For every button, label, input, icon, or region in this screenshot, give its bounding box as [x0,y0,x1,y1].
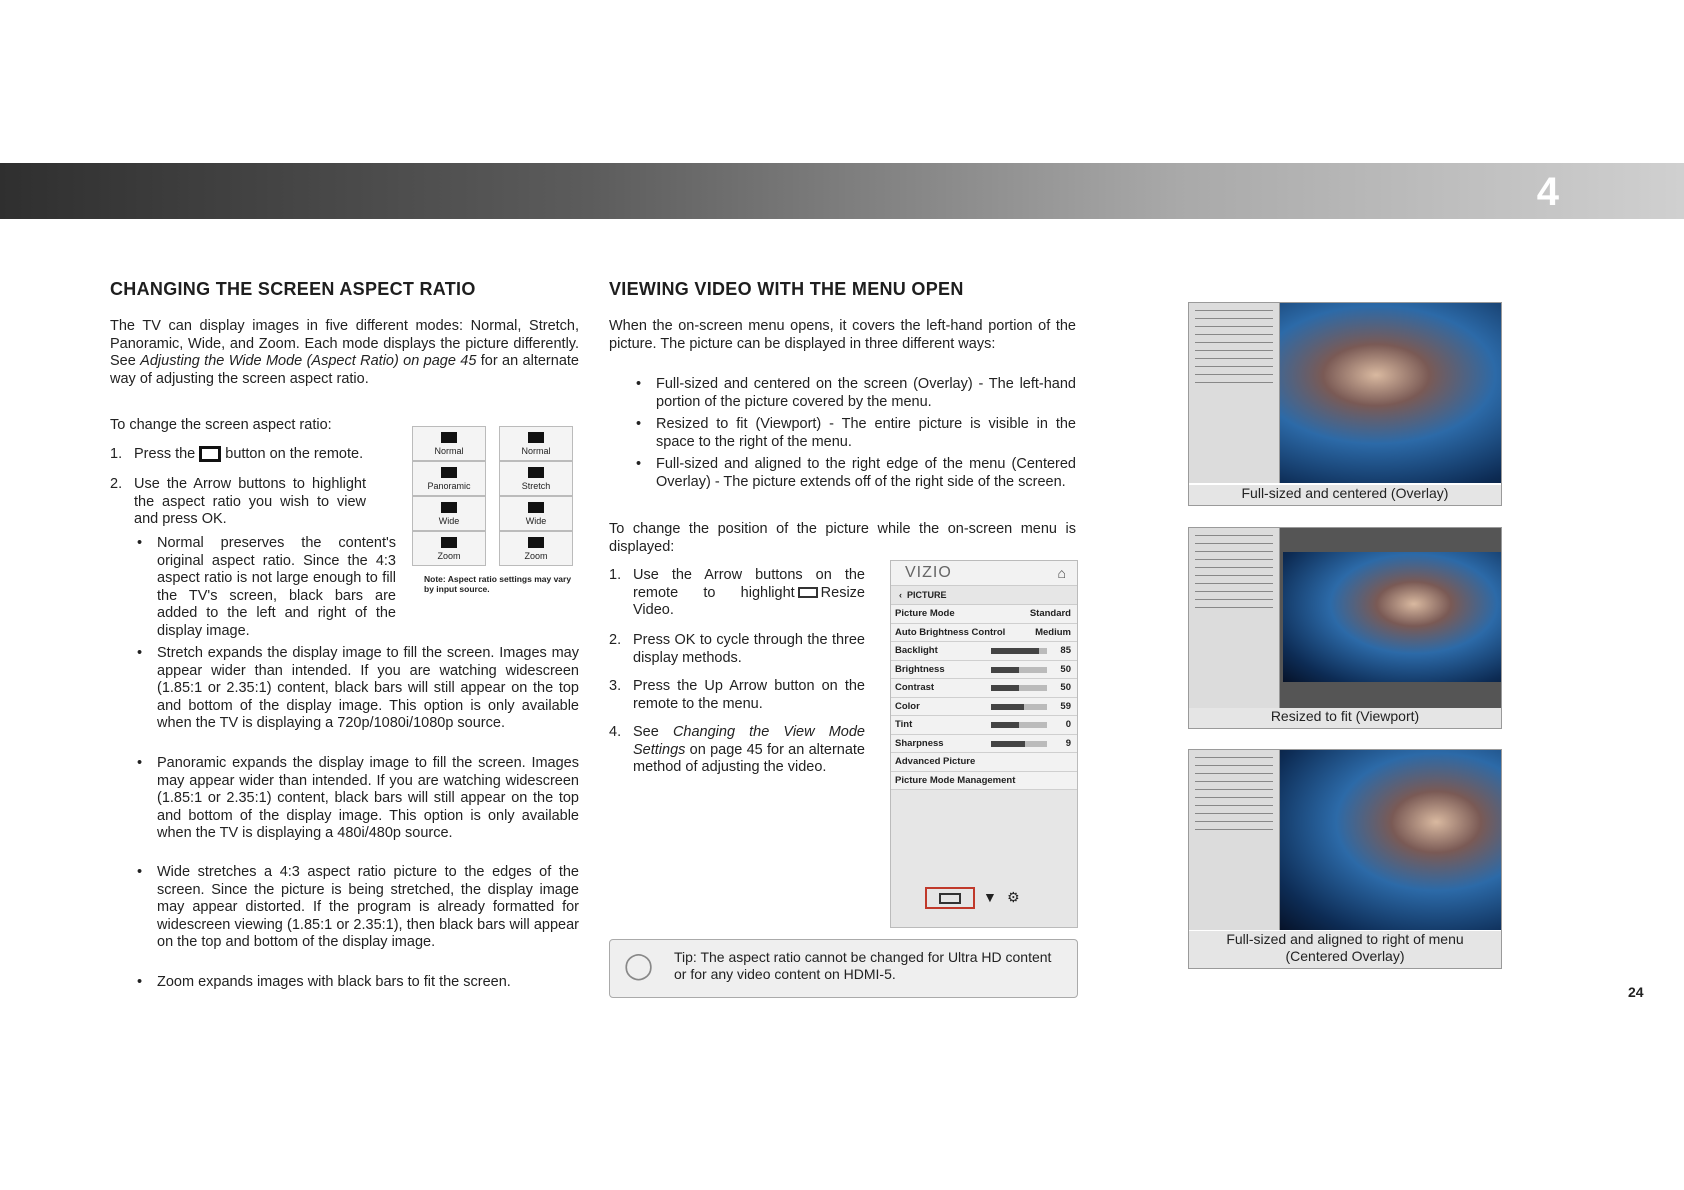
menu-step-3: 3. Press the Up Arrow button on the remote to the menu. [609,678,865,712]
menu-slider-fill [991,667,1019,673]
menu-row[interactable]: Backlight 85 [891,642,1077,661]
menu-thumbnail [1189,303,1280,483]
menu-slider [991,704,1047,710]
aspect-option: Normal [499,426,573,461]
screenshot-caption: Resized to fit (Viewport) [1189,708,1501,728]
menu-slider [991,648,1047,654]
menu-row[interactable]: Sharpness 9 [891,735,1077,754]
menu-row[interactable]: Color 59 [891,698,1077,717]
menu-row[interactable]: Tint 0 [891,716,1077,735]
menu-intro: When the on-screen menu opens, it covers the left-hand portion of the picture. The picture can be displayed in three different ways: [609,318,1076,352]
bullet-centered-overlay: • Full-sized and aligned to the right edge of the menu (Centered Overlay) - The picture extends off of the right side of the screen. [636,456,1076,490]
chapter-banner [0,163,1684,219]
aspect-zoom-icon [528,537,544,548]
aspect-button-icon [199,446,221,462]
chapter-number: 4 [1536,170,1559,214]
menu-step-1: 1. Use the Arrow buttons on the remote to highlight Resize Video. [609,567,865,618]
input-icon: ▼ [983,889,997,905]
menu-breadcrumb: ‹ PICTURE [891,586,1077,605]
bullet-stretch: • Stretch expands the display image to fill the screen. Images may appear wider than intended. If you are watching widescreen (1.85:1 or 2.35:1) content, black bars will still appear on the top and bottom of the display image. This option is only available when the TV is displaying a 720p/1080i/1080p source. [137,645,579,731]
aspect-stretch-icon [528,467,544,478]
aspect-option: Zoom [499,531,573,566]
bullet-zoom: • Zoom expands images with black bars to fit the screen. [137,974,511,990]
aspect-wide-icon [441,502,457,513]
menu-row[interactable]: Brightness 50 [891,661,1077,680]
section-heading-menu-open: VIEWING VIDEO WITH THE MENU OPEN [609,279,964,299]
aspect-option: Wide [499,496,573,531]
menu-slider [991,741,1047,747]
screenshot-caption: Full-sized and aligned to right of menu (Centered Overlay) [1189,931,1501,968]
settings-icon: ⚙ [1007,889,1020,905]
menu-step-2: 2. Press OK to cycle through the three display methods. [609,632,865,666]
aspect-panoramic-icon [441,467,457,478]
bullet-panoramic: • Panoramic expands the display image to fill the screen. Images may appear wider than intended. If you are watching widescreen (1.85:1 or 2.35:1) content, black bars will still appear on the top and bottom of the display image. This option is only available when the TV is displaying a 480i/480p source. [137,755,579,841]
bullet-overlay: • Full-sized and centered on the screen (Overlay) - The left-hand portion of the picture covered by the menu. [636,376,1076,410]
menu-step-4: 4. See Changing the View Mode Settings on page 45 for an alternate method of adjusting the video. [609,724,865,775]
aspect-wide-icon [528,502,544,513]
menu-lead: To change the position of the picture while the on-screen menu is displayed: [609,521,1076,555]
menu-brand: VIZIO ⌂ [891,561,1077,586]
view-mode-link[interactable]: Changing the View Mode Settings [633,724,865,758]
menu-slider [991,722,1047,728]
aspect-note: Note: Aspect ratio settings may vary by input source. [424,574,572,594]
menu-slider-fill [991,648,1039,654]
screenshot-viewport [1188,527,1502,729]
tip-text: Tip: The aspect ratio cannot be changed for Ultra HD content or for any video content on HDMI-5. [674,949,1052,982]
tv-picture-menu [890,560,1078,928]
home-icon: ⌂ [1057,565,1067,581]
section-heading-aspect-ratio: CHANGING THE SCREEN ASPECT RATIO [110,279,476,299]
menu-thumbnail [1189,750,1280,930]
menu-row[interactable]: Picture Mode Management [891,772,1077,791]
menu-slider [991,667,1047,673]
menu-row[interactable]: Picture Mode Standard [891,605,1077,624]
resize-video-icon [939,893,961,904]
menu-row[interactable]: Contrast 50 [891,679,1077,698]
screenshot-centered-overlay [1188,749,1502,969]
aspect-option: Zoom [412,531,486,566]
aspect-step-2: 2. Use the Arrow buttons to highlight the aspect ratio you wish to view and press OK. [110,476,366,527]
menu-bottom-bar [925,887,1045,909]
menu-row[interactable]: Advanced Picture [891,753,1077,772]
menu-slider-fill [991,704,1024,710]
page-number: 24 [1628,984,1644,1000]
lightbulb-icon: ◯ [624,950,654,980]
aspect-intro: The TV can display images in five different modes: Normal, Stretch, Panoramic, Wide, and Zoom. Each mode displays the picture differently. See Adjusting the Wide Mode (Aspect Ratio) on page 45 for an alternate way of adjusting the screen aspect ratio. [110,318,579,387]
aspect-lead: To change the screen aspect ratio: [110,417,332,433]
bullet-normal: • Normal preserves the content's original aspect ratio. Since the 4:3 aspect ratio is not large enough to fill the TV's screen, black bars are added to the left and right of the display image. [137,535,396,639]
bullet-wide: • Wide stretches a 4:3 aspect ratio picture to the edges of the screen. Since the picture is being stretched, the display image may appear distorted. If the program is already formatted for widescreen viewing (1.85:1 or 2.35:1), then black bars will appear on the top and bottom of the display image. [137,864,579,950]
aspect-normal-icon [528,432,544,443]
menu-thumbnail [1189,528,1280,708]
aspect-option: Normal [412,426,486,461]
aspect-zoom-icon [441,537,457,548]
bullet-viewport: • Resized to fit (Viewport) - The entire picture is visible in the space to the right of the menu. [636,416,1076,450]
tip-box [609,939,1078,998]
menu-slider [991,685,1047,691]
menu-slider-fill [991,741,1025,747]
aspect-option: Panoramic [412,461,486,496]
menu-slider-fill [991,685,1019,691]
aspect-option: Wide [412,496,486,531]
menu-row[interactable]: Auto Brightness Control Medium [891,624,1077,643]
menu-slider-fill [991,722,1019,728]
aspect-option: Stretch [499,461,573,496]
resize-video-icon [798,587,818,598]
screenshot-overlay [1188,302,1502,506]
aspect-link[interactable]: Adjusting the Wide Mode (Aspect Ratio) on page 45 [140,353,477,369]
aspect-normal-icon [441,432,457,443]
screenshot-caption: Full-sized and centered (Overlay) [1189,485,1501,505]
